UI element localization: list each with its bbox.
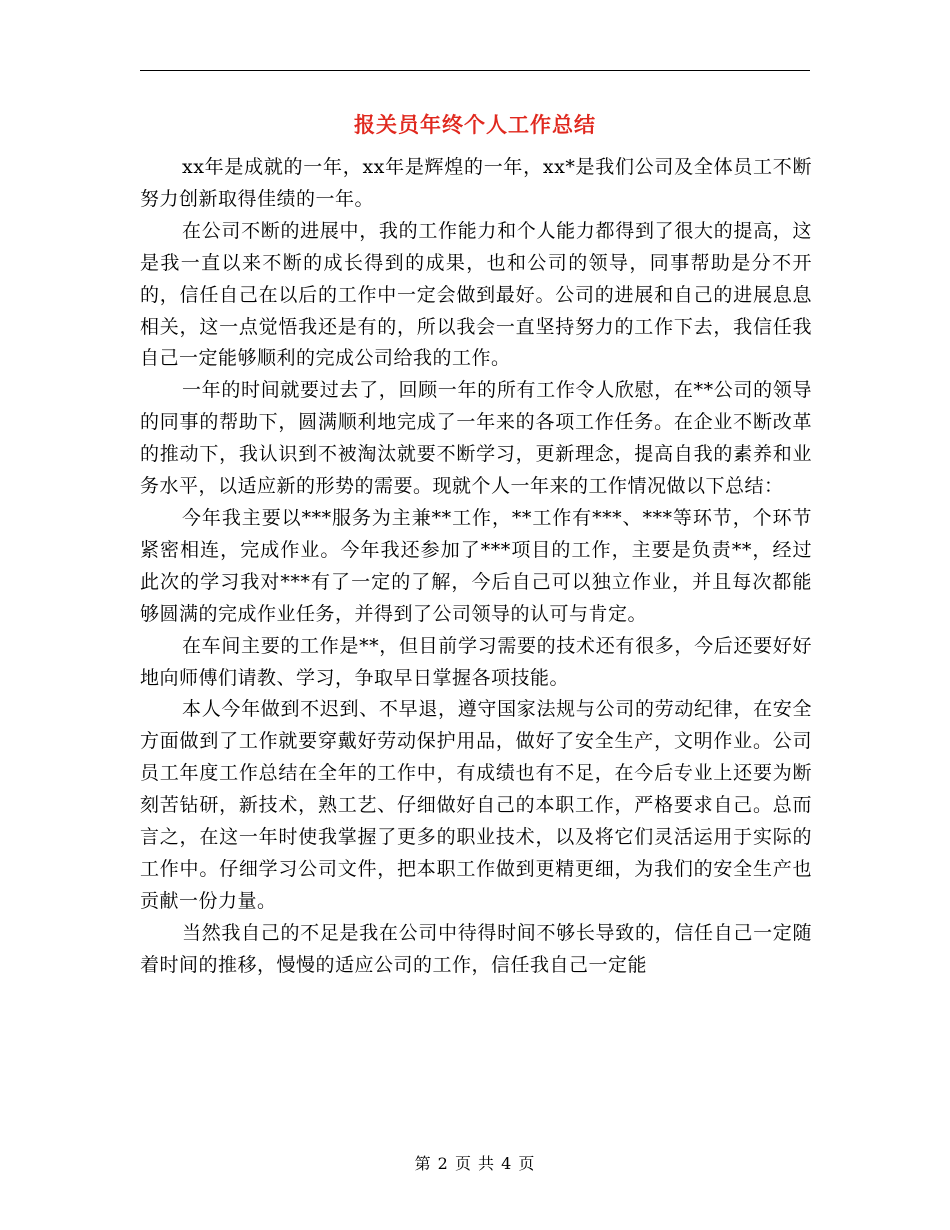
paragraph-1: xx年是成就的一年，xx年是辉煌的一年，xx*是我们公司及全体员工不断努力创新取得佳绩的一年。 [140,156,812,210]
paragraph-4: 今年我主要以***服务为主兼**工作，**工作有***、***等环节，个环节紧密相连，完成作业。今年我还参加了***项目的工作，主要是负责**，经过此次的学习我对***有了一定的了解，今后自己可以独立作业，并且每次都能够圆满的完成作业任务，并得到了公司领导的认可与肯定。 [140,506,812,625]
page-footer: 第 2 页 共 4 页 [414,1154,536,1173]
document-title: 报关员年终个人工作总结 [354,112,596,137]
paragraph-6: 本人今年做到不迟到、不早退，遵守国家法规与公司的劳动纪律，在安全方面做到了工作就要穿戴好劳动保护用品，做好了安全生产，文明作业。公司员工年度工作总结在全年的工作中，有成绩也有不足，在今后专业上还要为断刻苦钻研，新技术，熟工艺、仔细做好自己的本职工作，严格要求自己。总而言之，在这一年时使我掌握了更多的职业技术，以及将它们灵活运用于实际的工作中。仔细学习公司文件，把本职工作做到更精更细，为我们的安全生产也贡献一份力量。 [140,698,812,912]
paragraph-2: 在公司不断的进展中，我的工作能力和个人能力都得到了很大的提高，这是我一直以来不断的成长得到的成果，也和公司的领导，同事帮助是分不开的，信任自己在以后的工作中一定会做到最好。公司的进展和自己的进展息息相关，这一点觉悟我还是有的，所以我会一直坚持努力的工作下去，我信任我自己一定能够顺利的完成公司给我的工作。 [140,219,812,370]
paragraph-7: 当然我自己的不足是我在公司中待得时间不够长导致的，信任自己一定随着时间的推移，慢慢的适应公司的工作，信任我自己一定能 [140,921,812,976]
header-rule [140,70,810,71]
document-body [140,152,812,982]
paragraph-3: 一年的时间就要过去了，回顾一年的所有工作令人欣慰，在**公司的领导的同事的帮助下，圆满顺利地完成了一年来的各项工作任务。在企业不断改革的推动下，我认识到不被淘汰就要不断学习，更新理念，提高自我的素养和业务水平，以适应新的形势的需要。现就个人一年来的工作情况做以下总结： [140,379,812,498]
paragraph-5: 在车间主要的工作是**，但目前学习需要的技术还有很多，今后还要好好地向师傅们请教、学习，争取早日掌握各项技能。 [140,634,812,689]
